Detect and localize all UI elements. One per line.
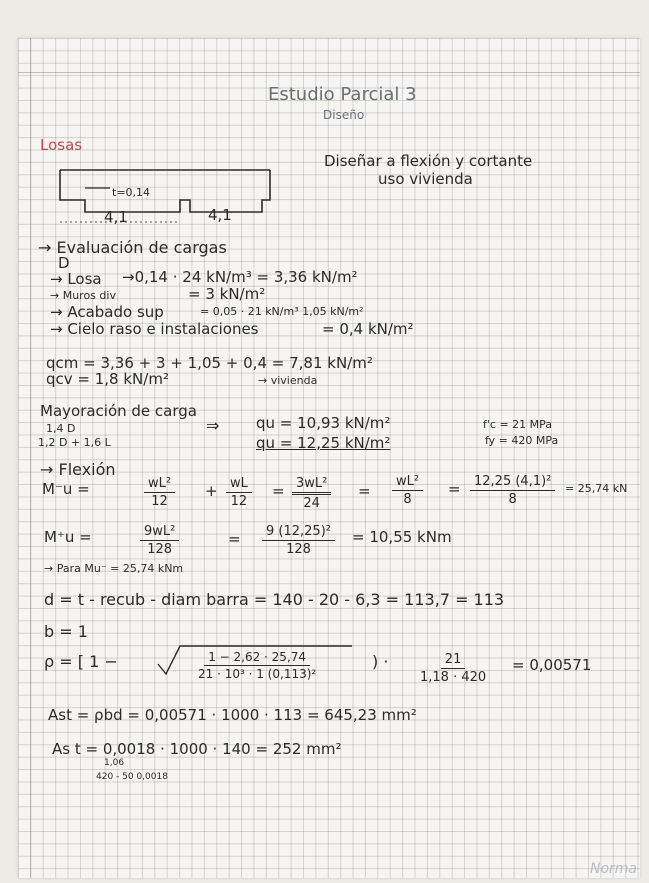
- equals-4: =: [228, 530, 241, 548]
- span-left-label: 4,1: [104, 208, 128, 226]
- design-moment-note: → Para Mu⁻ = 25,74 kNm: [44, 562, 184, 575]
- equals-2: =: [358, 482, 371, 500]
- fraction-3wl2-24: $\frac{\text{3wL²}}{24}$: [292, 476, 331, 511]
- qu-1-4d: qu = 10,93 kN/m²: [256, 414, 391, 432]
- side-note-2: 420 - 50 0,0018: [96, 772, 168, 782]
- negative-moment-result: = 25,74 kN: [565, 482, 628, 495]
- negative-moment-label: M⁻u =: [42, 480, 90, 498]
- design-usage: uso vivienda: [378, 170, 473, 188]
- positive-moment-result: = 10,55 kNm: [352, 528, 452, 546]
- load-muros-calc: = 3 kN/m²: [188, 285, 266, 303]
- page-title: Estudio Parcial 3: [268, 84, 417, 105]
- equals-1: =: [272, 482, 285, 500]
- flexion-heading: → Flexión: [40, 460, 116, 479]
- implies-arrow: ⇒: [206, 416, 220, 435]
- rho-radicand-fraction: $\frac{1 - 2,62 \cdot 25,74}{\text{21 · 10³ · 1 (0,113)²}}$: [198, 650, 317, 681]
- equals-3: =: [448, 480, 461, 498]
- rho-result: = 0,00571: [512, 656, 592, 674]
- load-losa-calc: →0,14 · 24 kN/m³ = 3,36 kN/m²: [122, 268, 358, 286]
- rho-factor-fraction: $\frac{21}{1,18 \cdot 420}$: [420, 652, 487, 685]
- positive-moment-label: M⁺u =: [44, 528, 92, 546]
- steel-yield: fy = 420 MPa: [485, 434, 559, 447]
- qcv-equation: qcv = 1,8 kN/m²: [46, 370, 169, 388]
- load-cielo-label: → Cielo raso e instalaciones: [50, 320, 259, 338]
- load-acabado-calc: = 0,05 · 21 kN/m³ 1,05 kN/m²: [200, 305, 364, 318]
- section-label-losas: Losas: [40, 136, 83, 154]
- fraction-wl-12: $\frac{wL}{12}$: [226, 476, 252, 509]
- cargas-heading: → Evaluación de cargas: [38, 238, 227, 257]
- mayoracion-heading: Mayoración de carga: [40, 402, 197, 420]
- dead-load-label: D: [58, 254, 70, 272]
- concrete-strength: f'c = 21 MPa: [483, 418, 553, 431]
- design-description: Diseñar a flexión y cortante: [324, 152, 533, 170]
- load-acabado-label: → Acabado sup: [50, 303, 164, 321]
- side-note-1: 1,06: [104, 758, 125, 768]
- brand-watermark: Norma: [589, 861, 637, 877]
- qu-governing: qu = 12,25 kN/m²: [256, 434, 391, 452]
- fraction-numeric-moment: $\frac{\text{12,25 (4,1)²}}{8}$: [470, 474, 555, 507]
- fraction-9wl2-128: $\frac{\text{9wL²}}{128}$: [140, 524, 179, 557]
- plus-sign: +: [205, 482, 218, 500]
- slab-thickness-label: t=0,14: [112, 186, 151, 199]
- fraction-wl2-12: $\frac{\text{wL²}}{12}$: [144, 476, 175, 509]
- steel-area-equation: Ast = ρbd = 0,00571 · 1000 · 113 = 645,23 mm²: [48, 706, 417, 724]
- fraction-wl2-8: $\frac{\text{wL²}}{8}$: [392, 474, 423, 507]
- combo-2: 1,2 D + 1,6 L: [38, 436, 111, 449]
- load-cielo-calc: = 0,4 kN/m²: [322, 320, 414, 338]
- temperature-steel-equation: As t = 0,0018 · 1000 · 140 = 252 mm²: [52, 740, 342, 758]
- qcm-equation: qcm = 3,36 + 3 + 1,05 + 0,4 = 7,81 kN/m²: [46, 354, 373, 372]
- rho-close-bracket: ) ·: [372, 652, 389, 671]
- load-muros-label: → Muros div: [50, 289, 116, 302]
- effective-depth-equation: d = t - recub - diam barra = 140 - 20 - 6,3 = 113,7 = 113: [44, 590, 505, 609]
- span-right-label: 4,1: [208, 206, 232, 224]
- rho-prefix: ρ = [ 1 −: [44, 652, 118, 671]
- vivienda-note: → vivienda: [258, 374, 318, 387]
- width-equation: b = 1: [44, 622, 88, 641]
- load-losa-label: → Losa: [50, 270, 102, 288]
- combo-1: 1,4 D: [46, 422, 76, 435]
- fraction-numeric-positive: $\frac{\text{9 (12,25)²}}{128}$: [262, 524, 335, 557]
- page-subtitle: Diseño: [323, 108, 365, 122]
